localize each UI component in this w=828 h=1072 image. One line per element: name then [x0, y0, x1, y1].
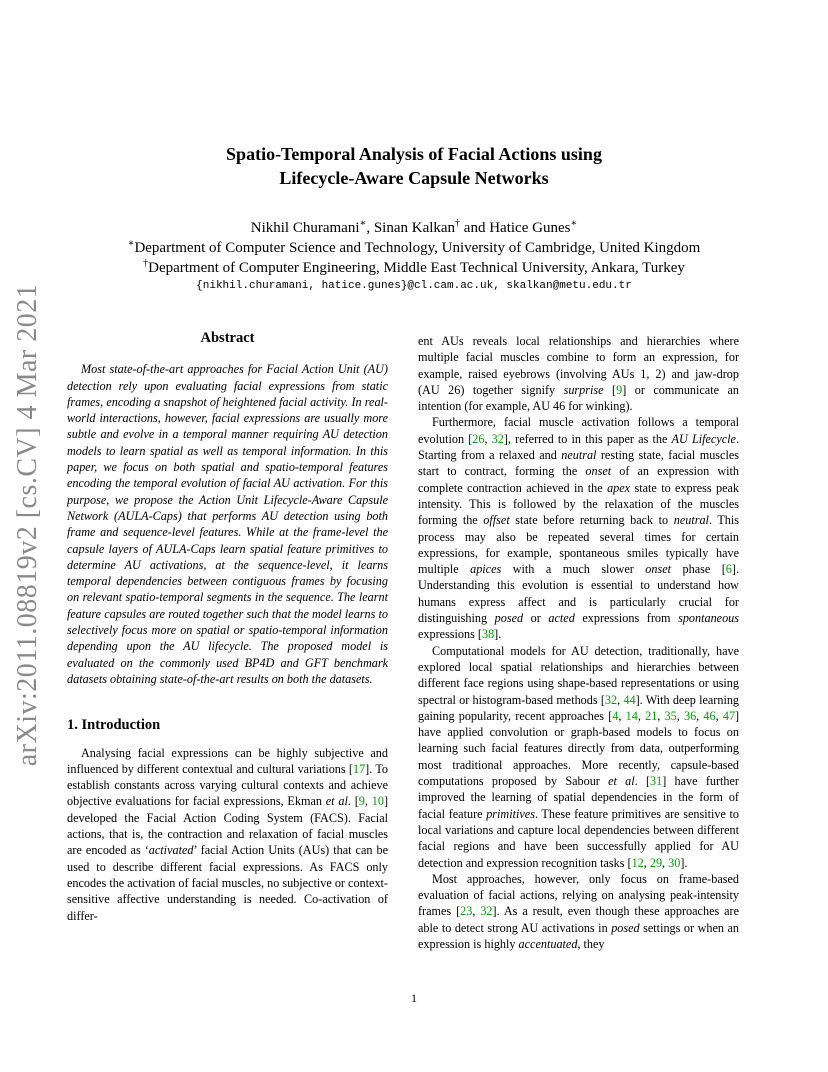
text-run: ]. Understanding this evolution is essential to understand how humans express affect and is particularly crucial for distinguishing	[418, 562, 739, 626]
affiliation-1-text: Department of Computer Science and Technology, University of Cambridge, United Kingdom	[134, 240, 701, 256]
intro-paragraph-1	[67, 745, 388, 924]
citation-separator: ,	[472, 904, 481, 919]
author-2: Sinan Kalkan	[373, 220, 456, 236]
affiliation-1	[0, 238, 828, 258]
author-3-mark: ∗	[570, 218, 578, 229]
page-number: 1	[411, 991, 417, 1005]
author-separator: ,	[366, 220, 374, 236]
citation-separator: ,	[484, 431, 492, 446]
emphasis: apices	[470, 562, 502, 577]
title-line-1: Spatio-Temporal Analysis of Facial Actions using	[226, 144, 602, 164]
affiliation-2-mark: †	[143, 258, 149, 269]
citation-separator: ,	[643, 855, 650, 870]
citation-separator: ,	[676, 708, 684, 723]
citation-link[interactable]: 17	[352, 761, 366, 776]
emphasis: posed	[611, 920, 640, 935]
citation-link[interactable]: 6	[725, 562, 732, 577]
citation-link[interactable]: 14	[625, 708, 638, 723]
citation-separator: ,	[618, 708, 626, 723]
text-run: ent AUs reveals local relationships and hierarchies where multiple facial muscles combine to form an expression, for example, raised eyebrows (involving AUs 1, 2) and jaw-drop (AU 26) together signify	[418, 334, 739, 397]
intro-paragraph-3	[418, 643, 739, 871]
intro-paragraph-4	[418, 871, 739, 952]
emphasis: surprise	[563, 382, 604, 397]
citation-link[interactable]: 31	[650, 774, 663, 789]
citation-link[interactable]: 46	[703, 708, 716, 723]
citation-link[interactable]: 44	[623, 692, 636, 707]
citation-link[interactable]: 38	[481, 627, 495, 642]
text-run: ], referred to in this paper as the	[503, 431, 672, 446]
right-column	[418, 333, 739, 952]
citation-link[interactable]: 9	[358, 794, 365, 809]
text-run: Analysing facial expressions can be highly subjective and influenced by different contextual and cultural variations [	[67, 745, 388, 776]
title-line-2: Lifecycle-Aware Capsule Networks	[279, 168, 549, 188]
citation-link[interactable]: 26	[472, 431, 485, 446]
emphasis: onset	[585, 464, 612, 479]
author-3: Hatice Gunes	[489, 220, 571, 236]
paper-title	[0, 142, 828, 190]
citation-link[interactable]: 23	[460, 904, 473, 919]
text-run: ]. To establish constants across varying cultural contexts and achieve objective evaluations for facial expressions, Ekman	[67, 761, 388, 809]
text-run: Most approaches, however, only focus on frame-based evaluation of facial actions, relying on analysing peak-intensity frames [	[418, 871, 739, 919]
text-run: , they	[577, 936, 605, 951]
text-run: expressions from	[574, 611, 679, 626]
text-run: state to express peak intensity. This is followed by the relaxation of the muscles forming the	[418, 480, 739, 528]
text-run: phase [	[671, 562, 726, 577]
emphasis: posed	[494, 611, 524, 626]
abstract-heading: Abstract	[200, 330, 255, 346]
emphasis: offset	[483, 513, 510, 528]
affiliation-2	[0, 258, 828, 278]
citation-link[interactable]: 32	[491, 431, 504, 446]
citation-link[interactable]: 4	[612, 708, 619, 723]
affiliation-1-mark: ∗	[127, 238, 135, 249]
emphasis: accentuated	[518, 936, 578, 951]
text-run: ].	[494, 627, 502, 642]
author-2-mark: †	[455, 218, 461, 229]
author-1: Nikhil Churamani	[250, 220, 360, 236]
author-1-mark: ∗	[359, 218, 367, 229]
citation-link[interactable]: 30	[668, 855, 681, 870]
emphasis: acted	[548, 611, 575, 626]
citation-link[interactable]: 47	[722, 708, 736, 723]
arxiv-identifier-text: arXiv:2011.08819v2 [cs.CV] 4 Mar 2021	[12, 283, 43, 767]
text-run: resting state, facial muscles start to contract, forming the	[418, 448, 739, 479]
emphasis: activated	[148, 843, 194, 858]
text-run: ].	[680, 855, 688, 870]
emphasis: neutral	[673, 513, 709, 528]
citation-separator: ,	[617, 692, 624, 707]
citation-link[interactable]: 21	[645, 708, 658, 723]
intro-paragraph-2	[418, 414, 739, 642]
citation-link[interactable]: 29	[649, 855, 663, 870]
text-run: . [	[347, 794, 359, 809]
text-run: ] have applied convolution or graph-based models to focus on learning such facial features directly from data, outperforming most traditional approaches. More recently, capsule-based computations proposed by Sabour	[418, 708, 740, 789]
affiliation-2-text: Department of Computer Engineering, Middle East Technical University, Ankara, Turkey	[148, 260, 685, 276]
text-run: ]. With deep learning gaining popularity, recent approaches [	[418, 692, 740, 723]
text-run: Furthermore, facial muscle activation follows a temporal evolution [	[418, 415, 739, 446]
text-run: ’ facial Action Units (AUs) that can be used to describe different facial expressions. As FACS only encodes the activation of facial muscles, no subjective or context-sensitive affective understanding is needed. Co-activation of differ-	[67, 843, 388, 923]
text-run: settings or when an expression is highly	[418, 920, 739, 951]
citation-separator: ,	[696, 708, 704, 723]
text-run: ] or communicate an intention (for example, AU 46 for winking).	[418, 382, 739, 414]
citation-link[interactable]: 32	[480, 904, 493, 919]
citation-link[interactable]: 35	[664, 708, 677, 723]
text-run: . Starting from a relaxed and	[418, 431, 739, 463]
emphasis: et al	[608, 774, 635, 789]
text-run: . These feature primitives are sensitive to local variations and capture local dependencies between different facial regions and have been successfully applied for AU detection and expression recognition tasks [	[418, 806, 739, 870]
text-run: expressions [	[418, 627, 482, 642]
text-run: or	[523, 611, 549, 626]
citation-separator: ,	[364, 794, 372, 809]
citation-separator: ,	[657, 708, 665, 723]
arxiv-identifier-stamp	[8, 283, 48, 767]
emphasis: et al	[325, 794, 348, 809]
text-run: . [	[634, 774, 651, 789]
text-run: [	[603, 382, 617, 397]
text-run: of an expression with complete contraction achieved in the	[418, 464, 739, 495]
text-run: ] have further improved the learning of spatial dependencies in the form of facial feature	[418, 774, 739, 821]
emphasis: primitives	[486, 806, 535, 821]
left-column	[67, 330, 388, 924]
citation-link[interactable]: 32	[604, 692, 618, 707]
citation-link[interactable]: 12	[631, 855, 644, 870]
emphasis: apex	[607, 480, 631, 495]
abstract-text: Most state-of-the-art approaches for Facial Action Unit (AU) detection rely upon evaluating facial expressions from static frames, encoding a snapshot of heightened facial activity. In real-world interactions, however, facial expressions are usually more subtle and evolve in a temporal manner requiring AU detection models to learn spatial as well as temporal information. In this paper, we focus on both spatial and spatio-temporal features encoding the temporal evolution of facial AU activation. For this purpose, we propose the Action Unit Lifecycle-Aware Capsule Network (AULA-Caps) that performs AU detection using both frame and sequence-level features. While at the frame-level the capsule layers of AULA-Caps learn spatial feature primitives to determine AU activations, at the sequence-level, it learns temporal dependencies between contiguous frames by focusing on relevant spatio-temporal segments in the sequence. The learnt feature capsules are routed together such that the model learns to selectively focus more on spatial or spatio-temporal information depending upon the AU lifecycle. The proposed model is evaluated on the commonly used BP4D and GFT benchmark datasets obtaining state-of-the-art results on both the datasets.	[67, 362, 388, 686]
citation-link[interactable]: 36	[683, 708, 697, 723]
text-run: Computational models for AU detection, traditionally, have explored local spatial relationships and hierarchies between different face regions using shape-based representations or using spectral or histogram-based methods [	[418, 643, 739, 707]
citation-link[interactable]: 10	[371, 794, 384, 809]
text-run: ] developed the Facial Action Coding System (FACS). Facial actions, that is, the contraction and relaxation of facial muscles are encoded as ‘	[67, 794, 388, 858]
author-emails: {nikhil.churamani, hatice.gunes}@cl.cam.ac.uk, skalkan@metu.edu.tr	[196, 280, 632, 292]
intro-paragraph-1-continued	[418, 333, 739, 414]
section-heading-introduction: 1. Introduction	[67, 717, 161, 734]
citation-separator: ,	[715, 708, 723, 723]
citation-separator: ,	[637, 708, 646, 723]
text-run: with a much slower	[501, 562, 646, 577]
text-run: ]. As a result, even though these approaches are able to detect strong AU activations in	[418, 904, 740, 935]
text-run: state before returning back to	[509, 513, 674, 528]
emphasis: AU Lifecycle	[671, 431, 736, 446]
author-list	[0, 218, 828, 238]
citation-link[interactable]: 9	[616, 382, 623, 397]
emphasis: spontaneous	[678, 611, 740, 626]
emphasis: neutral	[561, 448, 597, 463]
author-separator: and	[460, 220, 490, 236]
emphasis: onset	[645, 562, 672, 577]
citation-separator: ,	[662, 855, 669, 870]
text-run: . This process may also be repeated several times for certain expressions, for example, spontaneous smiles typically have multiple	[418, 513, 739, 577]
